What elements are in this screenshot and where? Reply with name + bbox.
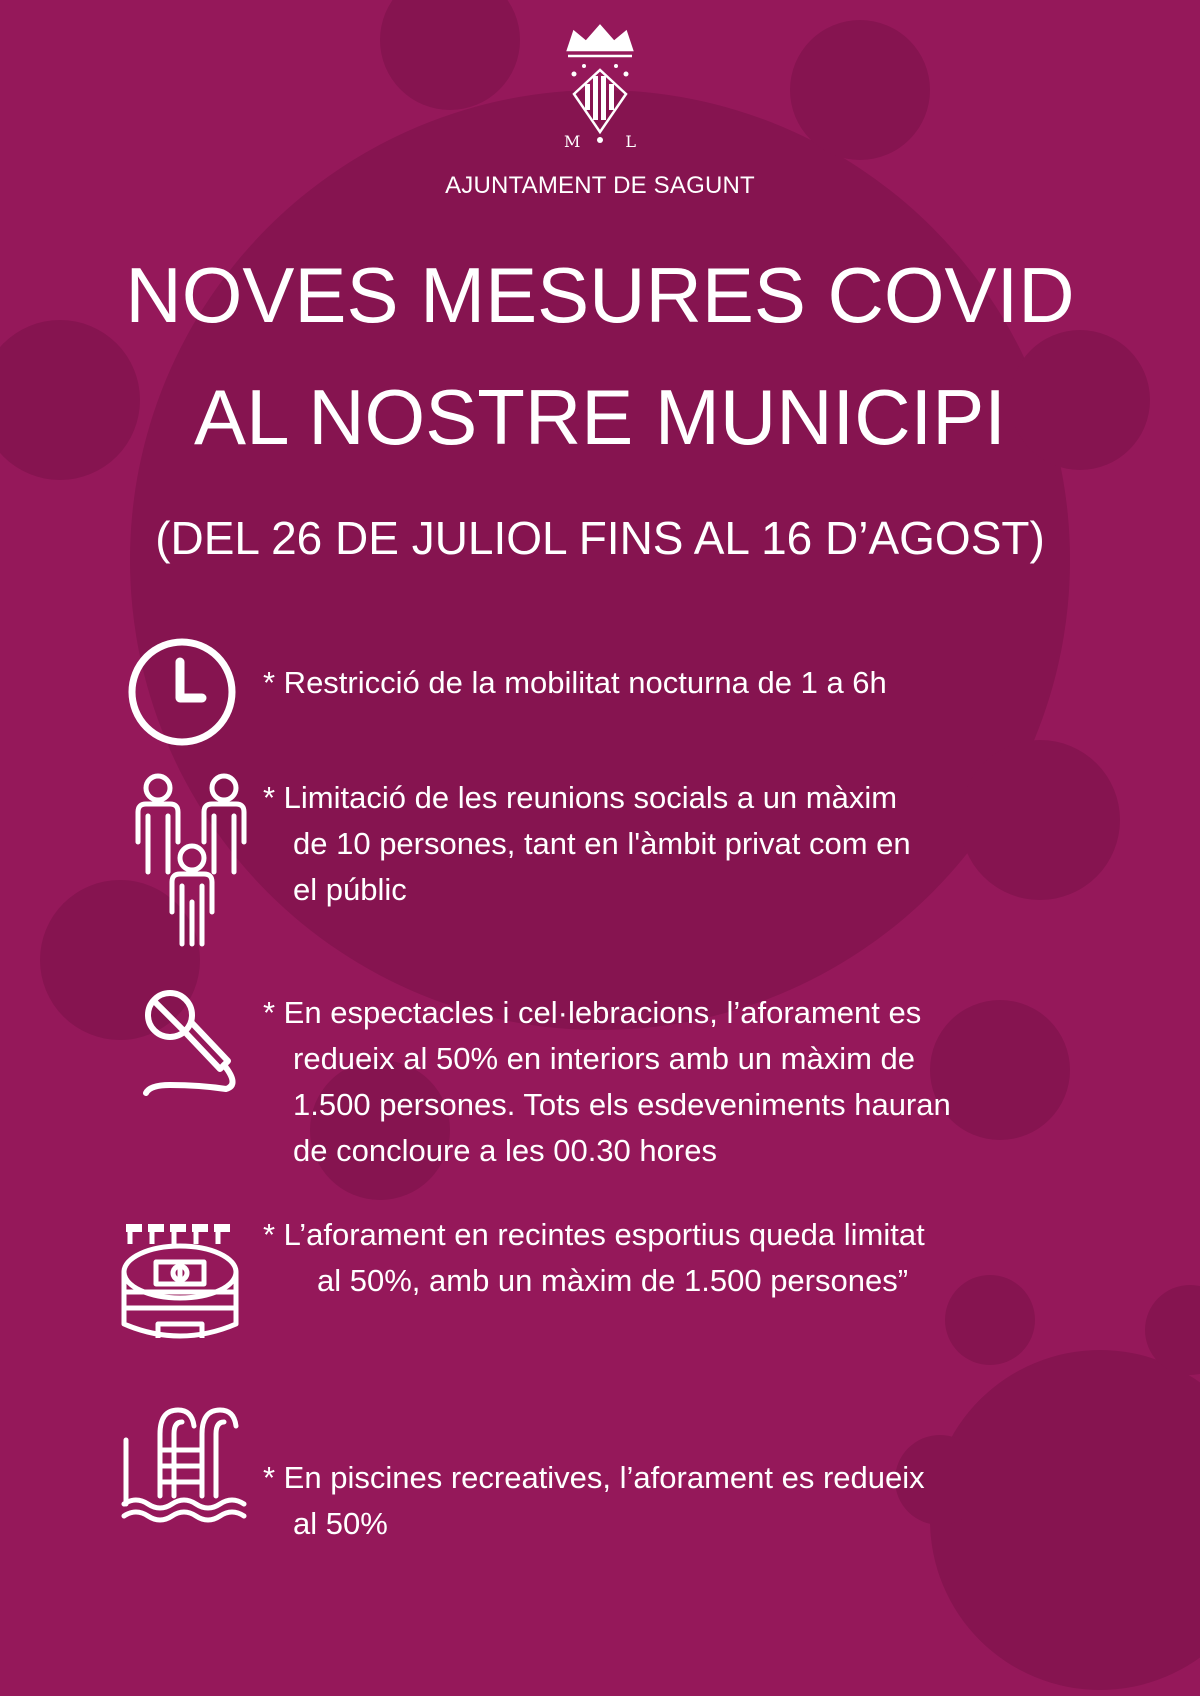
- people-group-icon: [132, 772, 252, 952]
- logo-letters: M L: [564, 132, 636, 151]
- microphone-icon: [140, 985, 260, 1105]
- measure-1-text: * Restricció de la mobilitat nocturna de 1 a 6h: [263, 665, 887, 700]
- swimming-pool-icon: [120, 1400, 250, 1520]
- title-line-2: AL NOSTRE MUNICIPI: [194, 373, 1006, 461]
- measure-3-text: * En espectacles i cel·lebracions, l’aforament es redueix al 50% en interiors amb un màxim de 1.500 persones. Tots els esdeveniments hauran de concloure a les 00.30 hores: [263, 995, 951, 1168]
- measure-2-text: * Limitació de les reunions socials a un màxim de 10 persones, tant en l'àmbit privat com en el públic: [263, 780, 911, 907]
- date-range: (DEL 26 DE JULIOL FINS AL 16 D’AGOST): [155, 512, 1045, 564]
- measure-4-text: * L’aforament en recintes esportius queda limitat al 50%, amb un màxim de 1.500 persones”: [263, 1217, 925, 1298]
- org-name: AJUNTAMENT DE SAGUNT: [445, 172, 755, 199]
- measure-5-text: * En piscines recreatives, l’aforament es redueix al 50%: [263, 1460, 925, 1541]
- title-line-1: NOVES MESURES COVID: [125, 251, 1075, 339]
- clock-icon: [122, 632, 242, 752]
- stadium-icon: [118, 1220, 242, 1350]
